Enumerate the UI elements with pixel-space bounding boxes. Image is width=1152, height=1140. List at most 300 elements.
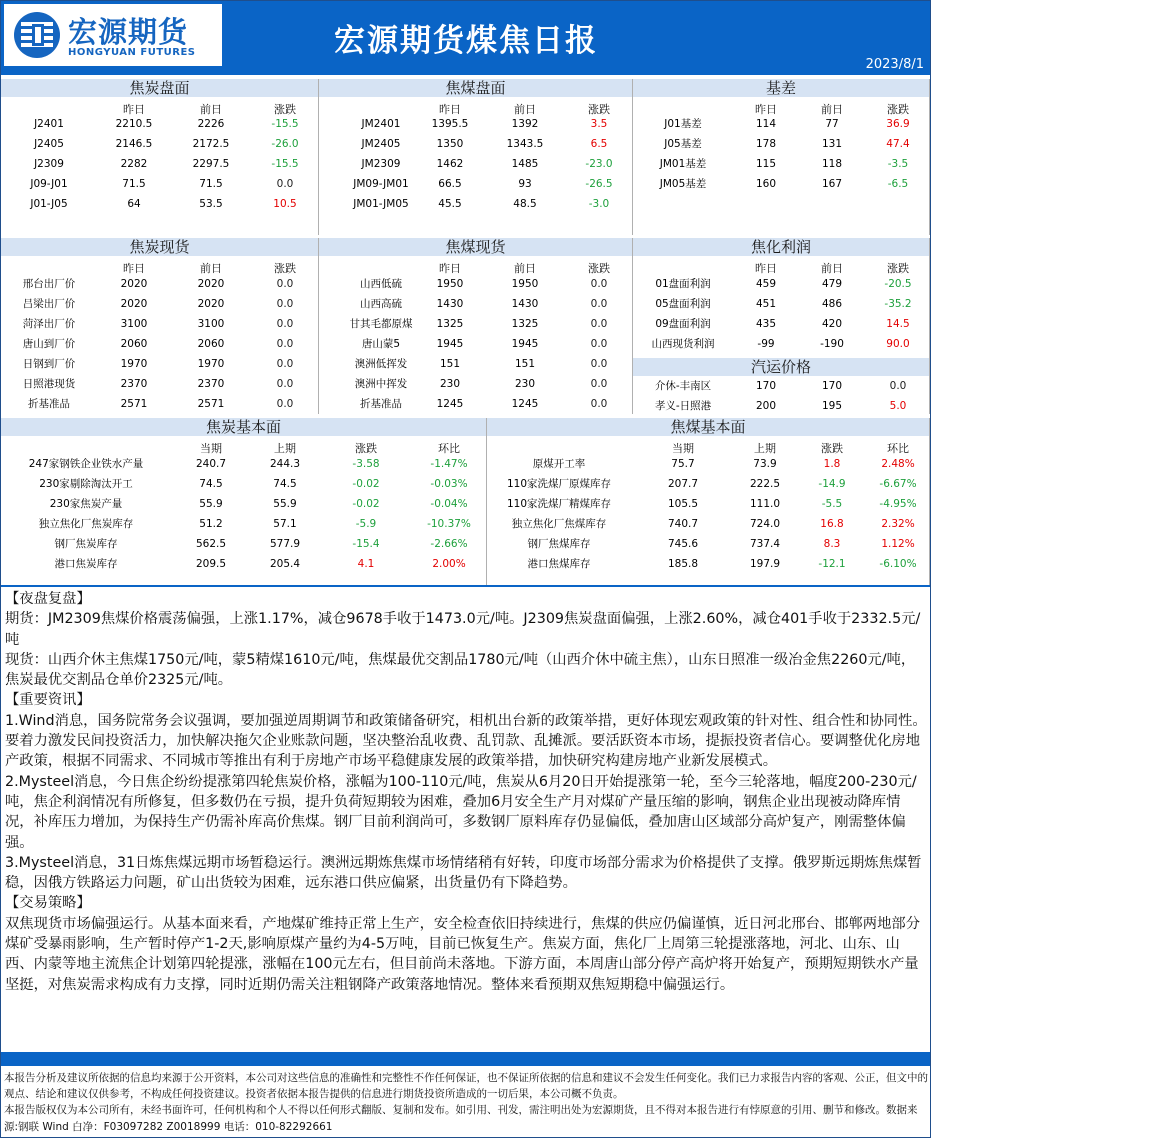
commentary-paragraph: 3.Mysteel消息，31日炼焦煤远期市场暂稳运行。澳洲远期炼焦煤市场情绪稍有好转，印度市场部分需求为价格提供了支撑。俄罗斯远期炼焦煤暂稳，因俄方铁路运力问题，矿山出货较为困难，远东港口供应偏紧，出货量仍有下降趋势。 bbox=[5, 854, 922, 892]
logo-chinese-name: 宏源期货 bbox=[68, 15, 189, 49]
cell-value: 1245 bbox=[511, 398, 539, 410]
row-label: 山西现货利润 bbox=[651, 338, 715, 350]
market-commentary bbox=[5, 589, 927, 995]
cell-value: 205.4 bbox=[269, 558, 301, 570]
column-header-prev: 前日 bbox=[821, 103, 843, 116]
cell-value: 486 bbox=[821, 298, 843, 310]
table-row bbox=[633, 376, 929, 396]
cell-value: 577.9 bbox=[269, 538, 301, 550]
table-row bbox=[319, 274, 632, 294]
row-label: 230家剔除淘汰开工 bbox=[39, 478, 133, 490]
commentary-heading: 【交易策略】 bbox=[5, 895, 91, 912]
column-header-yesterday: 昨日 bbox=[755, 103, 777, 116]
cell-value: 1970 bbox=[120, 358, 148, 370]
column-header-prev: 前日 bbox=[200, 103, 222, 116]
table-row bbox=[1, 474, 486, 494]
table-row bbox=[319, 374, 632, 394]
row-label: 港口焦炭库存 bbox=[54, 558, 118, 570]
cell-value: -15.5 bbox=[271, 118, 299, 130]
cell-value: 6.5 bbox=[590, 138, 608, 150]
coking-profit-table bbox=[633, 238, 930, 358]
cell-value: 2020 bbox=[197, 298, 225, 310]
cell-value: 209.5 bbox=[195, 558, 227, 570]
section-title: 焦炭基本面 bbox=[1, 418, 486, 436]
table-row bbox=[1, 354, 318, 374]
row-label: 邢台出厂价 bbox=[22, 278, 76, 290]
divider-bar bbox=[1, 1052, 930, 1066]
cell-value: 16.8 bbox=[820, 518, 844, 530]
row-label: 05盘面利润 bbox=[655, 298, 711, 310]
cell-value: 90.0 bbox=[886, 338, 910, 350]
row-label: 唐山蒙5 bbox=[361, 338, 401, 350]
table-row bbox=[633, 314, 929, 334]
cell-value: 420 bbox=[821, 318, 843, 330]
cell-value: 1325 bbox=[511, 318, 539, 330]
row-label: J09-J01 bbox=[30, 178, 68, 190]
cell-value: 51.2 bbox=[199, 518, 223, 530]
table-row bbox=[319, 294, 632, 314]
cell-value: 1950 bbox=[436, 278, 464, 290]
cell-value: 2020 bbox=[120, 298, 148, 310]
cell-value: 45.5 bbox=[438, 198, 462, 210]
table-row bbox=[1, 274, 318, 294]
cell-value: 2060 bbox=[120, 338, 148, 350]
coke-futures-table bbox=[1, 79, 319, 235]
table-row bbox=[319, 394, 632, 414]
cell-value: 435 bbox=[755, 318, 777, 330]
row-label: JM2401 bbox=[361, 118, 401, 130]
cell-value: 1325 bbox=[436, 318, 464, 330]
cell-value: 0.0 bbox=[276, 358, 294, 370]
company-logo bbox=[4, 4, 222, 66]
cell-value: 170 bbox=[821, 380, 843, 392]
section-title: 焦煤现货 bbox=[319, 238, 632, 256]
cell-value: 197.9 bbox=[749, 558, 781, 570]
cell-value: 55.9 bbox=[273, 498, 297, 510]
table-row bbox=[1, 134, 318, 154]
section-title: 焦炭现货 bbox=[1, 238, 318, 256]
cell-value: 459 bbox=[755, 278, 777, 290]
table-row bbox=[1, 154, 318, 174]
table-row bbox=[1, 314, 318, 334]
table-row bbox=[633, 134, 929, 154]
commentary-paragraph: 1.Wind消息，国务院常务会议强调，要加强逆周期调节和政策储备研究，相机出台新的政策举措，更好体现宏观政策的针对性、组合性和协同性。要着力激发民间投资活力，加快解决拖欠企业账款问题，坚决整治乱收费、乱罚款、乱摊派。要活跃资本市场，提振投资者信心。要调整优化房地产政策，根据不同需求、不同城市等推出有利于房地产市场平稳健康发展的政策举措，加快研究构建房地产业新发展模式。 bbox=[5, 712, 927, 770]
row-label: 110家洗煤厂原煤库存 bbox=[506, 478, 612, 490]
coke-fundamentals-table bbox=[1, 418, 487, 585]
cell-value: -15.5 bbox=[271, 158, 299, 170]
cell-value: 71.5 bbox=[122, 178, 146, 190]
cell-value: -26.0 bbox=[271, 138, 299, 150]
section-title: 焦煤基本面 bbox=[487, 418, 929, 436]
commentary-paragraph: 现货：山西介休主焦煤1750元/吨，蒙5精煤1610元/吨，焦煤最优交割品1780元/吨（山西介休中硫主焦），山东日照准一级冶金焦2260元/吨，焦炭最优交割品仓单价2325元/吨。 bbox=[5, 651, 916, 689]
row-label: J01基差 bbox=[664, 118, 702, 130]
table-row bbox=[1, 114, 318, 134]
row-label: JM2309 bbox=[361, 158, 401, 170]
cell-value: 0.0 bbox=[590, 358, 608, 370]
cell-value: 0.0 bbox=[276, 278, 294, 290]
row-label: 钢厂焦煤库存 bbox=[527, 538, 591, 550]
table-row bbox=[633, 396, 929, 416]
row-label: 独立焦化厂焦煤库存 bbox=[511, 518, 607, 530]
table-row bbox=[1, 194, 318, 214]
cell-value: -4.95% bbox=[879, 498, 917, 510]
row-label: JM01-JM05 bbox=[353, 198, 409, 210]
cell-value: 118 bbox=[821, 158, 843, 170]
cell-value: -2.66% bbox=[430, 538, 468, 550]
cell-value: 2226 bbox=[197, 118, 225, 130]
commentary-paragraph: 2.Mysteel消息，今日焦企纷纷提涨第四轮焦炭价格，涨幅为100-110元/吨，焦炭从6月20日开始提涨第一轮，至今三轮落地，幅度200-230元/吨，焦企利润情况有所修复，但多数仍在亏损，提升负荷短期较为困难，叠加6月安全生产月对煤矿产量压缩的影响，钢焦企业出现被动降库情况，补库压力增加，为保持生产仍需补库高价焦煤。钢厂目前利润尚可，多数钢厂原料库存仍显偏低，叠加唐山区域部分高炉复产，刚需整体偏强。 bbox=[5, 773, 917, 851]
table-row bbox=[319, 114, 632, 134]
cell-value: 207.7 bbox=[667, 478, 699, 490]
cell-value: 1950 bbox=[511, 278, 539, 290]
cell-value: 64 bbox=[127, 198, 141, 210]
cell-value: 1343.5 bbox=[506, 138, 544, 150]
cell-value: 3100 bbox=[120, 318, 148, 330]
cell-value: 0.0 bbox=[276, 398, 294, 410]
column-header-chg: 涨跌 bbox=[355, 442, 377, 455]
cell-value: 0.0 bbox=[276, 378, 294, 390]
row-label: J2405 bbox=[34, 138, 64, 150]
row-label: 澳洲中挥发 bbox=[354, 378, 408, 390]
table-row bbox=[319, 134, 632, 154]
cell-value: 2020 bbox=[197, 278, 225, 290]
cell-value: 0.0 bbox=[276, 338, 294, 350]
table-row bbox=[319, 354, 632, 374]
cell-value: -3.58 bbox=[352, 458, 380, 470]
cell-value: 0.0 bbox=[276, 298, 294, 310]
table-row bbox=[1, 514, 486, 534]
cell-value: 4.1 bbox=[357, 558, 375, 570]
row-label: J01-J05 bbox=[30, 198, 68, 210]
column-header-prev: 前日 bbox=[514, 103, 536, 116]
cell-value: 1.8 bbox=[823, 458, 841, 470]
table-row bbox=[487, 534, 929, 554]
column-header-change: 涨跌 bbox=[274, 103, 296, 116]
cell-value: 131 bbox=[821, 138, 843, 150]
table-row bbox=[1, 494, 486, 514]
cell-value: 0.0 bbox=[590, 398, 608, 410]
cell-value: 5.0 bbox=[889, 400, 907, 412]
cell-value: -0.02 bbox=[352, 498, 380, 510]
row-label: JM09-JM01 bbox=[353, 178, 409, 190]
table-row bbox=[1, 174, 318, 194]
cell-value: 2571 bbox=[120, 398, 148, 410]
cell-value: -12.1 bbox=[818, 558, 846, 570]
table-row bbox=[487, 494, 929, 514]
row-label: 孝义-日照港 bbox=[654, 400, 712, 412]
table-row bbox=[487, 474, 929, 494]
table-row bbox=[1, 334, 318, 354]
row-label: J2309 bbox=[34, 158, 64, 170]
table-row bbox=[319, 314, 632, 334]
table-row bbox=[1, 294, 318, 314]
row-label: 菏泽出厂价 bbox=[22, 318, 76, 330]
table-row bbox=[1, 394, 318, 414]
row-label: 钢厂焦炭库存 bbox=[54, 538, 118, 550]
logo-english-name: HONGYUAN FUTURES bbox=[68, 47, 196, 58]
cell-value: 3100 bbox=[197, 318, 225, 330]
row-label: J05基差 bbox=[664, 138, 702, 150]
table-row bbox=[633, 334, 929, 354]
commentary-paragraph: 双焦现货市场偏强运行。从基本面来看，产地煤矿维持正常上生产，安全检查依旧持续进行，焦煤的供应仍偏谨慎，近日河北邢台、邯郸两地部分煤矿受暴雨影响，生产暂时停产1-2天,影响原煤产量约为4-5万吨，目前已恢复生产。焦炭方面，焦化厂上周第三轮提涨落地，河北、山东、山西、内蒙等地主流焦企计划第四轮提涨，涨幅在100元左右，但目前尚未落地。下游方面，本周唐山部分停产高炉将开始复产，预期短期铁水产量坚挺，对焦炭需求构成有力支撑，同时近期仍需关注粗钢降产政策落地情况。整体来看预期双焦短期稳中偏强运行。 bbox=[5, 915, 920, 993]
table-row bbox=[487, 454, 929, 474]
column-header-yesterday: 昨日 bbox=[123, 262, 145, 275]
cell-value: 167 bbox=[821, 178, 843, 190]
cell-value: 151 bbox=[514, 358, 536, 370]
cell-value: 200 bbox=[755, 400, 777, 412]
cell-value: 0.0 bbox=[590, 338, 608, 350]
commentary-paragraph: 期货：JM2309焦煤价格震荡偏强，上涨1.17%，减仓9678手收于1473.0元/吨。J2309焦炭盘面偏强，上涨2.60%，减仓401手收于2332.5元/吨 bbox=[5, 611, 921, 648]
cell-value: 48.5 bbox=[513, 198, 537, 210]
row-label: 吕梁出厂价 bbox=[22, 298, 76, 310]
disclaimer-text: 本报告分析及建议所依据的信息均来源于公开资料，本公司对这些信息的准确性和完整性不作任何保证，也不保证所依据的信息和建议不会发生任何变化。我们已力求报告内容的客观、公正，但文中的观点、结论和建议仅供参考，不构成任何投资建议。投资者依据本报告提供的信息进行期货投资所造成的一切后果，本公司概不负责。 bbox=[4, 1072, 928, 1101]
cell-value: -6.67% bbox=[879, 478, 917, 490]
column-header-prev: 前日 bbox=[821, 262, 843, 275]
row-label: JM01基差 bbox=[659, 158, 707, 170]
table-row bbox=[487, 554, 929, 574]
cell-value: 74.5 bbox=[199, 478, 223, 490]
cell-value: 2571 bbox=[197, 398, 225, 410]
cell-value: 74.5 bbox=[273, 478, 297, 490]
row-label: J2401 bbox=[34, 118, 64, 130]
cell-value: 1430 bbox=[436, 298, 464, 310]
cell-value: 479 bbox=[821, 278, 843, 290]
table-row bbox=[633, 154, 929, 174]
cell-value: 2297.5 bbox=[192, 158, 230, 170]
cell-value: 2020 bbox=[120, 278, 148, 290]
freight-table bbox=[633, 358, 930, 414]
column-header-change: 涨跌 bbox=[887, 103, 909, 116]
section-title: 焦化利润 bbox=[633, 238, 929, 256]
cell-value: 0.0 bbox=[889, 380, 907, 392]
cell-value: -0.03% bbox=[430, 478, 468, 490]
cell-value: 1392 bbox=[511, 118, 539, 130]
row-label: 原煤开工率 bbox=[532, 458, 586, 470]
cell-value: 2060 bbox=[197, 338, 225, 350]
table-row bbox=[1, 554, 486, 574]
row-label: 01盘面利润 bbox=[655, 278, 711, 290]
cell-value: -35.2 bbox=[884, 298, 912, 310]
cell-value: 151 bbox=[439, 358, 461, 370]
cell-value: 0.0 bbox=[276, 318, 294, 330]
report-date: 2023/8/1 bbox=[865, 57, 924, 72]
cell-value: -10.37% bbox=[427, 518, 471, 530]
row-label: JM2405 bbox=[361, 138, 401, 150]
row-label: 折基准品 bbox=[28, 398, 70, 410]
cell-value: -1.47% bbox=[430, 458, 468, 470]
cell-value: 2370 bbox=[120, 378, 148, 390]
row-label: 山西高硫 bbox=[360, 298, 402, 310]
cell-value: 1945 bbox=[511, 338, 539, 350]
section-title: 基差 bbox=[633, 79, 929, 97]
cell-value: 0.0 bbox=[590, 318, 608, 330]
row-label: 09盘面利润 bbox=[655, 318, 711, 330]
section-title: 汽运价格 bbox=[633, 358, 929, 376]
row-label: 澳洲低挥发 bbox=[354, 358, 408, 370]
cell-value: -6.5 bbox=[887, 178, 909, 190]
column-header-yesterday: 昨日 bbox=[755, 262, 777, 275]
column-header-change: 涨跌 bbox=[588, 262, 610, 275]
cell-value: 562.5 bbox=[195, 538, 227, 550]
cell-value: 2282 bbox=[120, 158, 148, 170]
cell-value: 244.3 bbox=[269, 458, 301, 470]
row-label: 230家焦炭产量 bbox=[49, 498, 123, 510]
cell-value: 0.0 bbox=[590, 298, 608, 310]
cell-value: 105.5 bbox=[667, 498, 699, 510]
table-row bbox=[1, 454, 486, 474]
row-label: 介休-丰南区 bbox=[654, 380, 712, 392]
cell-value: 2370 bbox=[197, 378, 225, 390]
cell-value: 75.7 bbox=[671, 458, 695, 470]
cell-value: -15.4 bbox=[352, 538, 380, 550]
cell-value: 71.5 bbox=[199, 178, 223, 190]
table-row bbox=[1, 534, 486, 554]
cell-value: 160 bbox=[755, 178, 777, 190]
report-header bbox=[1, 1, 930, 75]
cell-value: 170 bbox=[755, 380, 777, 392]
cell-value: 55.9 bbox=[199, 498, 223, 510]
cell-value: 1395.5 bbox=[431, 118, 469, 130]
cell-value: 451 bbox=[755, 298, 777, 310]
cell-value: -5.5 bbox=[821, 498, 843, 510]
column-header-ratio: 环比 bbox=[438, 442, 460, 455]
table-row bbox=[319, 174, 632, 194]
cell-value: 222.5 bbox=[749, 478, 781, 490]
cell-value: 111.0 bbox=[749, 498, 781, 510]
cell-value: 36.9 bbox=[886, 118, 910, 130]
column-header-yesterday: 昨日 bbox=[439, 103, 461, 116]
column-header-change: 涨跌 bbox=[274, 262, 296, 275]
cell-value: -23.0 bbox=[585, 158, 613, 170]
cell-value: 230 bbox=[439, 378, 461, 390]
cell-value: 66.5 bbox=[438, 178, 462, 190]
row-label: 日钢到厂价 bbox=[22, 358, 76, 370]
cell-value: 0.0 bbox=[590, 278, 608, 290]
cell-value: -6.10% bbox=[879, 558, 917, 570]
cell-value: 2146.5 bbox=[115, 138, 153, 150]
cell-value: -190 bbox=[820, 338, 844, 350]
cell-value: 1945 bbox=[436, 338, 464, 350]
cell-value: -0.02 bbox=[352, 478, 380, 490]
cell-value: -26.5 bbox=[585, 178, 613, 190]
cell-value: 1970 bbox=[197, 358, 225, 370]
column-header-prev: 前日 bbox=[514, 262, 536, 275]
column-header-change: 涨跌 bbox=[887, 262, 909, 275]
cell-value: -0.04% bbox=[430, 498, 468, 510]
cell-value: 47.4 bbox=[886, 138, 910, 150]
table-row bbox=[319, 154, 632, 174]
cell-value: 57.1 bbox=[273, 518, 297, 530]
column-header-yesterday: 昨日 bbox=[439, 262, 461, 275]
column-header-chg: 涨跌 bbox=[821, 442, 843, 455]
row-label: 247家钢铁企业铁水产量 bbox=[28, 458, 144, 470]
cell-value: 1245 bbox=[436, 398, 464, 410]
section-title: 焦炭盘面 bbox=[1, 79, 318, 97]
cell-value: 1485 bbox=[511, 158, 539, 170]
row-label: 甘其毛都原煤 bbox=[349, 318, 413, 330]
row-label: 110家洗煤厂精煤库存 bbox=[506, 498, 612, 510]
commentary-heading: 【重要资讯】 bbox=[5, 692, 91, 709]
coal-fundamentals-table bbox=[487, 418, 930, 585]
cell-value: 737.4 bbox=[749, 538, 781, 550]
table-row bbox=[319, 194, 632, 214]
table-row bbox=[633, 274, 929, 294]
cell-value: 0.0 bbox=[590, 378, 608, 390]
table-row bbox=[319, 334, 632, 354]
column-header-previous: 上期 bbox=[274, 442, 296, 455]
cell-value: 2210.5 bbox=[115, 118, 153, 130]
column-header-change: 涨跌 bbox=[588, 103, 610, 116]
cell-value: 1.12% bbox=[881, 538, 915, 550]
table-row bbox=[633, 294, 929, 314]
cell-value: -99 bbox=[757, 338, 775, 350]
cell-value: 195 bbox=[821, 400, 843, 412]
cell-value: 10.5 bbox=[273, 198, 297, 210]
table-row bbox=[1, 374, 318, 394]
cell-value: 53.5 bbox=[199, 198, 223, 210]
cell-value: 8.3 bbox=[823, 538, 841, 550]
coke-spot-table bbox=[1, 238, 319, 414]
cell-value: 2.32% bbox=[881, 518, 915, 530]
row-label: 日照港现货 bbox=[22, 378, 76, 390]
row-label: 港口焦煤库存 bbox=[527, 558, 591, 570]
cell-value: -3.0 bbox=[588, 198, 610, 210]
cell-value: -3.5 bbox=[887, 158, 909, 170]
logo-emblem-icon bbox=[12, 10, 62, 60]
table-row bbox=[633, 114, 929, 134]
cell-value: 2.00% bbox=[432, 558, 466, 570]
section-title: 焦煤盘面 bbox=[319, 79, 632, 97]
cell-value: 1430 bbox=[511, 298, 539, 310]
cell-value: 230 bbox=[514, 378, 536, 390]
cell-value: 2.48% bbox=[881, 458, 915, 470]
cell-value: 1350 bbox=[436, 138, 464, 150]
column-header-current: 当期 bbox=[200, 442, 222, 455]
column-header-prev: 前日 bbox=[200, 262, 222, 275]
cell-value: 240.7 bbox=[195, 458, 227, 470]
column-header-ratio: 环比 bbox=[887, 442, 909, 455]
cell-value: 114 bbox=[755, 118, 777, 130]
row-label: 山西低硫 bbox=[360, 278, 402, 290]
column-header-current: 当期 bbox=[672, 442, 694, 455]
cell-value: 93 bbox=[518, 178, 532, 190]
row-label: 独立焦化厂焦炭库存 bbox=[38, 518, 134, 530]
cell-value: 73.9 bbox=[753, 458, 777, 470]
coal-spot-table bbox=[319, 238, 633, 414]
cell-value: 1462 bbox=[436, 158, 464, 170]
cell-value: 0.0 bbox=[276, 178, 294, 190]
coal-futures-table bbox=[319, 79, 633, 235]
cell-value: -5.9 bbox=[355, 518, 377, 530]
report-title: 宏源期货煤焦日报 bbox=[334, 23, 598, 59]
cell-value: 14.5 bbox=[886, 318, 910, 330]
basis-table bbox=[633, 79, 930, 235]
disclaimer-footer bbox=[4, 1070, 929, 1135]
disclaimer-text: 本报告版权仅为本公司所有，未经书面许可，任何机构和个人不得以任何形式翻版、复制和发布。如引用、刊发，需注明出处为宏源期货，且不得对本报告进行有悖原意的引用、删节和修改。数据来源:钢联 Wind 白净：F03097282 Z0018999 电话：010-82292661 bbox=[4, 1104, 918, 1133]
row-label: 折基准品 bbox=[360, 398, 402, 410]
cell-value: 77 bbox=[825, 118, 839, 130]
cell-value: 115 bbox=[755, 158, 777, 170]
table-row bbox=[487, 514, 929, 534]
cell-value: 178 bbox=[755, 138, 777, 150]
divider-bar bbox=[1, 585, 930, 587]
cell-value: 3.5 bbox=[590, 118, 608, 130]
cell-value: -14.9 bbox=[818, 478, 846, 490]
column-header-previous: 上期 bbox=[754, 442, 776, 455]
cell-value: -20.5 bbox=[884, 278, 912, 290]
column-header-yesterday: 昨日 bbox=[123, 103, 145, 116]
table-row bbox=[633, 174, 929, 194]
